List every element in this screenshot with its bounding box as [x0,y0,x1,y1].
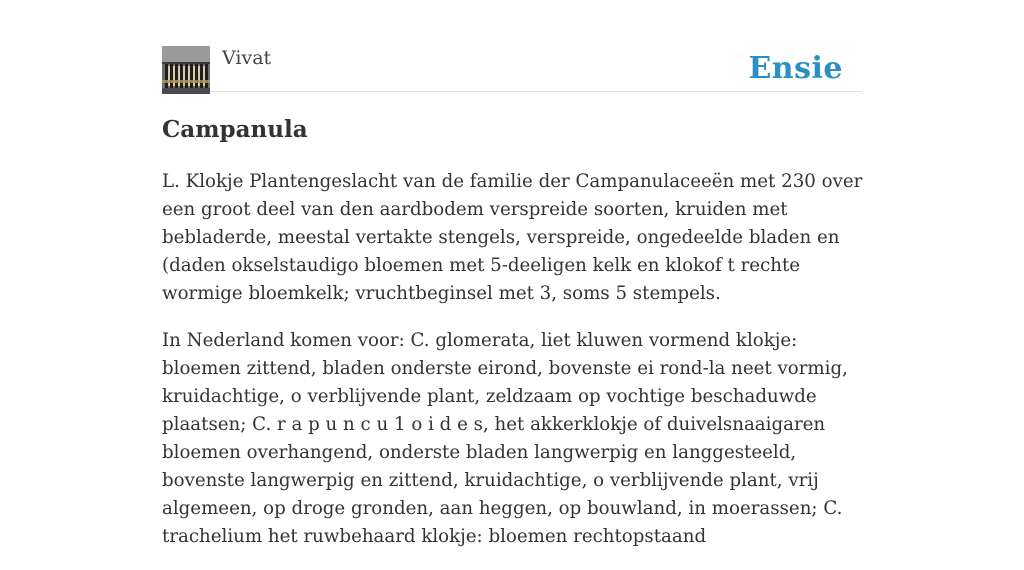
header [162,46,862,92]
article-paragraph: L. Klokje Plantengeslacht van de familie der Campanulaceeën met 230 over een groot deel van den aardbodem verspreide soorten, kruiden met bebladerde, meestal vertakte stengels, verspreide, ongedeelde bladen en (daden okselstaudigo bloemen met 5-deeligen kelk en klokof t rechte wormige bloemkelk; vruchtbeginsel met 3, soms 5 stempels. [162,171,863,304]
article-body [162,168,866,570]
author-name[interactable]: Vivat [222,47,272,69]
article-paragraph: In Nederland komen voor: C. glomerata, liet kluwen vormend klokje: bloemen zittend, bladen onderste eirond, bovenste ei rond-la neet vormig, kruidachtige, o verblijvende plant, zeldzaam op vochtige beschaduwde plaatsen; C. r a p u n c u 1 o i d e s, het akkerklokje of duivelsnaaigaren bloemen overhangend, onderste bladen langwerpig en langgesteeld, bovenste langwerpig en zittend, kruidachtige, o verblijvende plant, vrij algemeen, op droge gronden, aan heggen, op bouwland, in moerassen; C. trachelium het ruwbehaard klokje: bloemen rechtopstaand [162,330,848,547]
article-title: Campanula [162,116,308,143]
author-avatar[interactable] [162,46,210,94]
books-avatar-image [162,46,210,94]
site-logo[interactable]: Ensie [748,51,843,86]
